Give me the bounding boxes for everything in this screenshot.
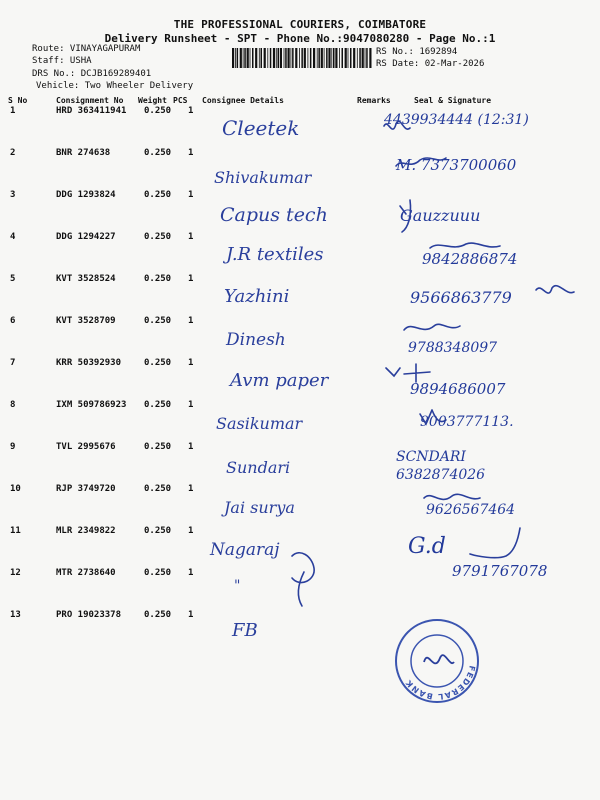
- row-weight: 0.250: [144, 484, 172, 494]
- signature-stroke: [386, 364, 430, 382]
- row-consignment: KVT 3528709: [56, 316, 116, 326]
- row-pcs: 1: [188, 610, 194, 620]
- row-sno: 3: [10, 190, 16, 200]
- row-consignee: Capus tech: [220, 204, 328, 226]
- row-weight: 0.250: [144, 148, 172, 158]
- row-signature: 9788348097: [408, 340, 498, 356]
- row-sno: 11: [10, 526, 21, 536]
- row-weight: 0.250: [144, 610, 172, 620]
- row-weight: 0.250: [144, 232, 172, 242]
- row-signature: 9003777113.: [420, 414, 514, 430]
- row-sno: 7: [10, 358, 16, 368]
- row-weight: 0.250: [144, 526, 172, 536]
- col-consignment: Consignment No: [56, 96, 124, 105]
- signature-stroke: [384, 121, 410, 129]
- row-sno: 12: [10, 568, 21, 578]
- row-sno: 10: [10, 484, 21, 494]
- row-pcs: 1: [188, 568, 194, 578]
- row-consignee: Sundari: [226, 458, 291, 477]
- row-pcs: 1: [188, 232, 194, 242]
- row-pcs: 1: [188, 106, 194, 116]
- row-signature: M. 7373700060: [396, 156, 517, 174]
- row-signature: Gauzzuuu: [400, 206, 481, 225]
- col-weight: Weight: [138, 96, 167, 105]
- row-signature: G.d: [408, 534, 446, 559]
- row-signature: 9626567464: [426, 502, 516, 518]
- row-consignee: Jai surya: [224, 498, 295, 517]
- row-weight: 0.250: [144, 400, 172, 410]
- row-sno: 6: [10, 316, 16, 326]
- drs-number: DRS No.: DCJB169289401: [32, 69, 152, 79]
- signature-stroke: [430, 243, 500, 248]
- row-weight: 0.250: [144, 106, 172, 116]
- row-consignment: DDG 1294227: [56, 232, 116, 242]
- row-pcs: 1: [188, 526, 194, 536]
- row-consignment: TVL 2995676: [56, 442, 116, 452]
- signature-stroke: [400, 200, 411, 232]
- seal-text: FEDERAL BANK: [403, 664, 477, 702]
- signature-stroke: [470, 528, 520, 558]
- signature-stroke: [298, 572, 304, 606]
- route-label: Route: VINAYAGAPURAM: [32, 44, 141, 54]
- row-signature: 9842886874: [422, 250, 518, 268]
- row-consignment: DDG 1293824: [56, 190, 116, 200]
- col-seal: Seal & Signature: [414, 96, 492, 105]
- rs-number: RS No.: 1692894: [376, 47, 458, 57]
- row-sno: 1: [10, 106, 16, 116]
- signature-stroke: [424, 494, 480, 499]
- row-signature: 4439934444 (12:31): [384, 112, 529, 128]
- staff-label: Staff: USHA: [32, 56, 92, 66]
- signature-stroke: [396, 158, 446, 166]
- col-sno: S No: [8, 96, 28, 105]
- rs-date: RS Date: 02-Mar-2026: [376, 59, 485, 69]
- row-weight: 0.250: [144, 316, 172, 326]
- row-consignment: BNR 274638: [56, 148, 111, 158]
- row-consignment: MLR 2349822: [56, 526, 116, 536]
- row-consignment: RJP 3749720: [56, 484, 116, 494]
- bank-seal-stamp: [394, 618, 480, 704]
- row-signature: 9894686007: [410, 380, 506, 398]
- row-sno: 4: [10, 232, 16, 242]
- col-pcs: PCS: [173, 96, 188, 105]
- row-pcs: 1: [188, 358, 194, 368]
- row-sno: 13: [10, 610, 21, 620]
- row-weight: 0.250: [144, 442, 172, 452]
- row-pcs: 1: [188, 400, 194, 410]
- row-pcs: 1: [188, 316, 194, 326]
- col-remarks: Remarks: [357, 96, 391, 105]
- row-consignee: Avm paper: [230, 370, 329, 391]
- row-signature: SCNDARI 6382874026: [396, 449, 486, 483]
- row-sno: 9: [10, 442, 16, 452]
- row-consignee: J.R textiles: [226, 244, 324, 265]
- row-weight: 0.250: [144, 568, 172, 578]
- row-pcs: 1: [188, 190, 194, 200]
- row-pcs: 1: [188, 442, 194, 452]
- row-weight: 0.250: [144, 358, 172, 368]
- row-consignment: KRR 50392930: [56, 358, 122, 368]
- signature-stroke: [404, 324, 460, 330]
- row-consignment: PRO 19023378: [56, 610, 122, 620]
- row-weight: 0.250: [144, 274, 172, 284]
- row-consignee: Shivakumar: [214, 168, 312, 187]
- company-title: THE PROFESSIONAL COURIERS, COIMBATORE: [173, 18, 427, 31]
- signature-stroke: [292, 553, 314, 583]
- row-consignee: Cleetek: [222, 116, 300, 140]
- row-sno: 2: [10, 148, 16, 158]
- row-consignment: MTR 2738640: [56, 568, 116, 578]
- row-sno: 8: [10, 400, 16, 410]
- row-consignment: KVT 3528524: [56, 274, 116, 284]
- runsheet-title: Delivery Runsheet - SPT - Phone No.:9047080280 - Page No.:1: [104, 32, 496, 45]
- row-consignee: ": [234, 578, 241, 594]
- row-pcs: 1: [188, 274, 194, 284]
- row-sno: 5: [10, 274, 16, 284]
- row-pcs: 1: [188, 148, 194, 158]
- row-weight: 0.250: [144, 190, 172, 200]
- signature-stroke: [536, 286, 574, 293]
- row-consignee: Nagaraj: [210, 540, 280, 560]
- row-consignment: HRD 363411941: [56, 106, 127, 116]
- row-consignment: IXM 509786923: [56, 400, 127, 410]
- row-consignee: Yazhini: [224, 286, 290, 307]
- vehicle-label: Vehicle: Two Wheeler Delivery: [36, 81, 194, 91]
- row-consignee: Sasikumar: [216, 414, 303, 433]
- col-consignee: Consignee Details: [202, 96, 284, 105]
- row-pcs: 1: [188, 484, 194, 494]
- row-signature: 9791767078: [452, 562, 548, 580]
- row-consignee: FB: [232, 620, 258, 641]
- row-signature: 9566863779: [410, 288, 512, 307]
- row-consignee: Dinesh: [226, 330, 286, 350]
- signature-stroke: [420, 410, 446, 424]
